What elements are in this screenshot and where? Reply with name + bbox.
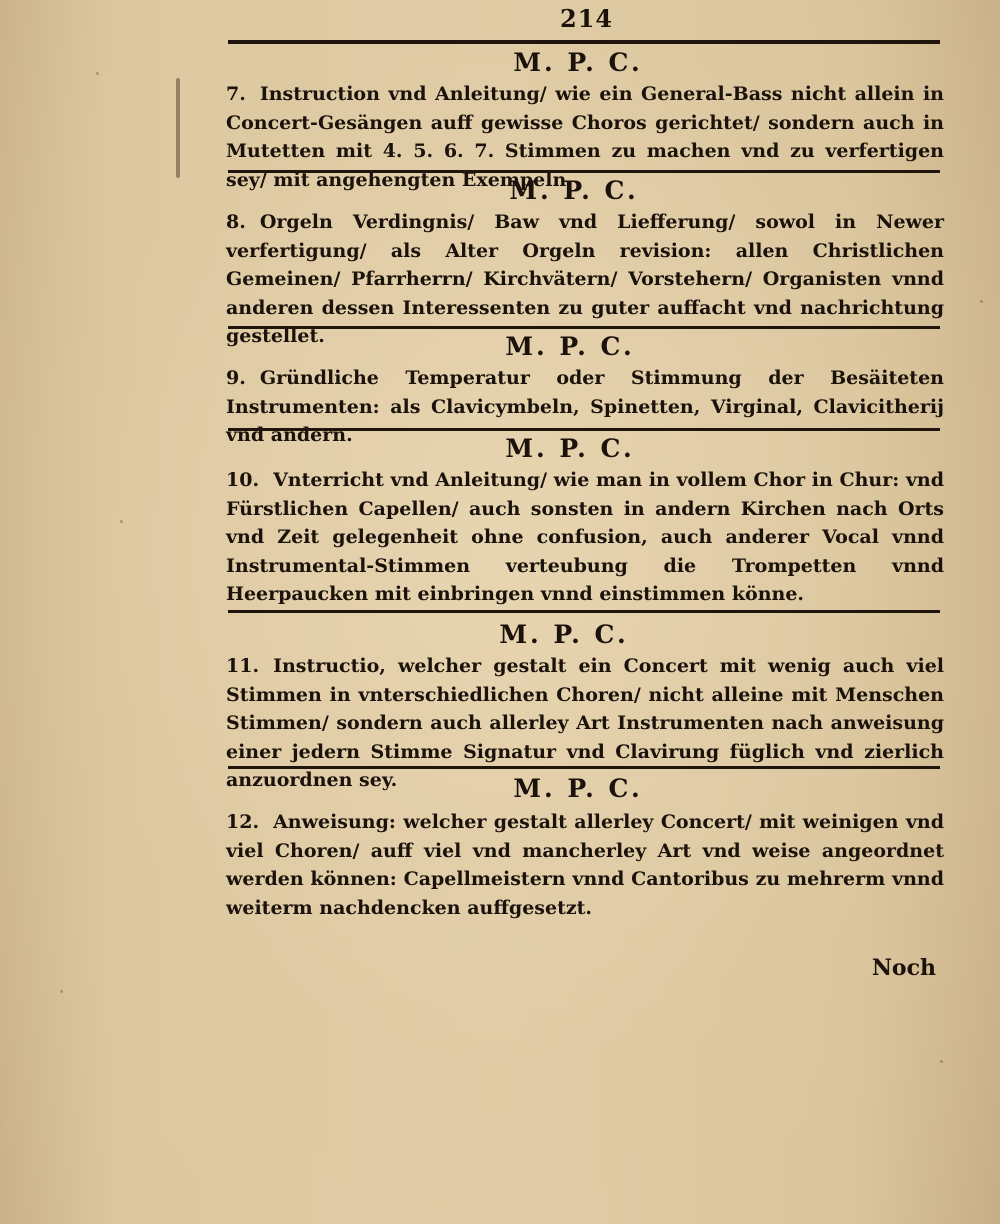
section-rule — [228, 428, 940, 431]
entry-text: Instruction vnd Anleitung/ wie ein General-Bass nicht allein in Concert-Gesängen auff gewisse Choros gerichtet/ sondern auch in Mutetten mit 4. 5. 6. 7. Stimmen zu machen vnd zu verfertigen sey/ mit angehengten Exempeln. — [226, 83, 944, 191]
paper-speck — [940, 1060, 943, 1063]
entry-header: M. P. C. — [513, 48, 643, 77]
entry-number: 10. — [226, 469, 260, 491]
entry-text: Orgeln Verdingnis/ Baw vnd Liefferung/ sowol in Newer verfertigung/ als Alter Orgeln revision: allen Christlichen Gemeinen/ Pfarrherrn/ Kirchvätern/ Vorstehern/ Organisten vnnd anderen dessen Interessenten zu guter auffacht vnd nachrichtung gestellet. — [226, 211, 944, 347]
entry-header: M. P. C. — [505, 332, 635, 361]
paper-speck — [120, 520, 123, 523]
entry-text: Vnterricht vnd Anleitung/ wie man in vollem Chor in Chur: vnd Fürstlichen Capellen/ auch sonsten in andern Kirchen nach Orts vnd Zeit gelegenheit ohne confusion, auch anderer Vocal vnnd Instrumental-Stimmen verteubung die Trompetten vnnd Heerpaucken mit einbringen vnnd einstimmen könne. — [226, 469, 944, 605]
entry-header: M. P. C. — [509, 176, 639, 205]
top-rule — [228, 40, 940, 44]
entry-number: 9. — [226, 367, 246, 389]
entry-text: Anweisung: welcher gestalt allerley Concert/ mit weinigen vnd viel Choren/ auff viel vnd mancherley Art vnd weise angeordnet werden können: Capellmeistern vnnd Cantoribus zu mehrerm vnnd weiterm nachdencken auffgesetzt. — [226, 811, 944, 919]
catchword: Noch — [871, 955, 936, 981]
entry-number: 12. — [226, 811, 260, 833]
section-rule — [228, 170, 940, 173]
page-number: 214 — [560, 4, 614, 33]
section-rule — [228, 326, 940, 329]
entry-number: 11. — [226, 655, 260, 677]
entry-header: M. P. C. — [513, 774, 643, 803]
entry-12 — [226, 808, 944, 922]
entry-header: M. P. C. — [499, 620, 629, 649]
paper-speck — [980, 300, 983, 303]
paper-speck — [96, 72, 99, 75]
paper-speck — [60, 990, 63, 993]
section-rule — [228, 766, 940, 769]
entry-header: M. P. C. — [505, 434, 635, 463]
section-rule — [228, 610, 940, 613]
entry-10 — [226, 466, 944, 609]
entry-text: Gründliche Temperatur oder Stimmung der Besäiteten Instrumenten: als Clavicymbeln, Spinetten, Virginal, Clavicitherij vnd andern. — [226, 367, 944, 446]
entry-number: 7. — [226, 83, 246, 105]
margin-mark — [176, 78, 180, 178]
entry-number: 8. — [226, 211, 246, 233]
entry-8 — [226, 208, 944, 351]
entry-text: Instructio, welcher gestalt ein Concert mit wenig auch viel Stimmen in vnterschiedlichen Choren/ nicht alleine mit Menschen Stimmen/ sondern auch allerley Art Instrumenten nach anweisung einer jedern Stimme Signatur vnd Clavirung füglich vnd zierlich anzuordnen sey. — [226, 655, 944, 791]
